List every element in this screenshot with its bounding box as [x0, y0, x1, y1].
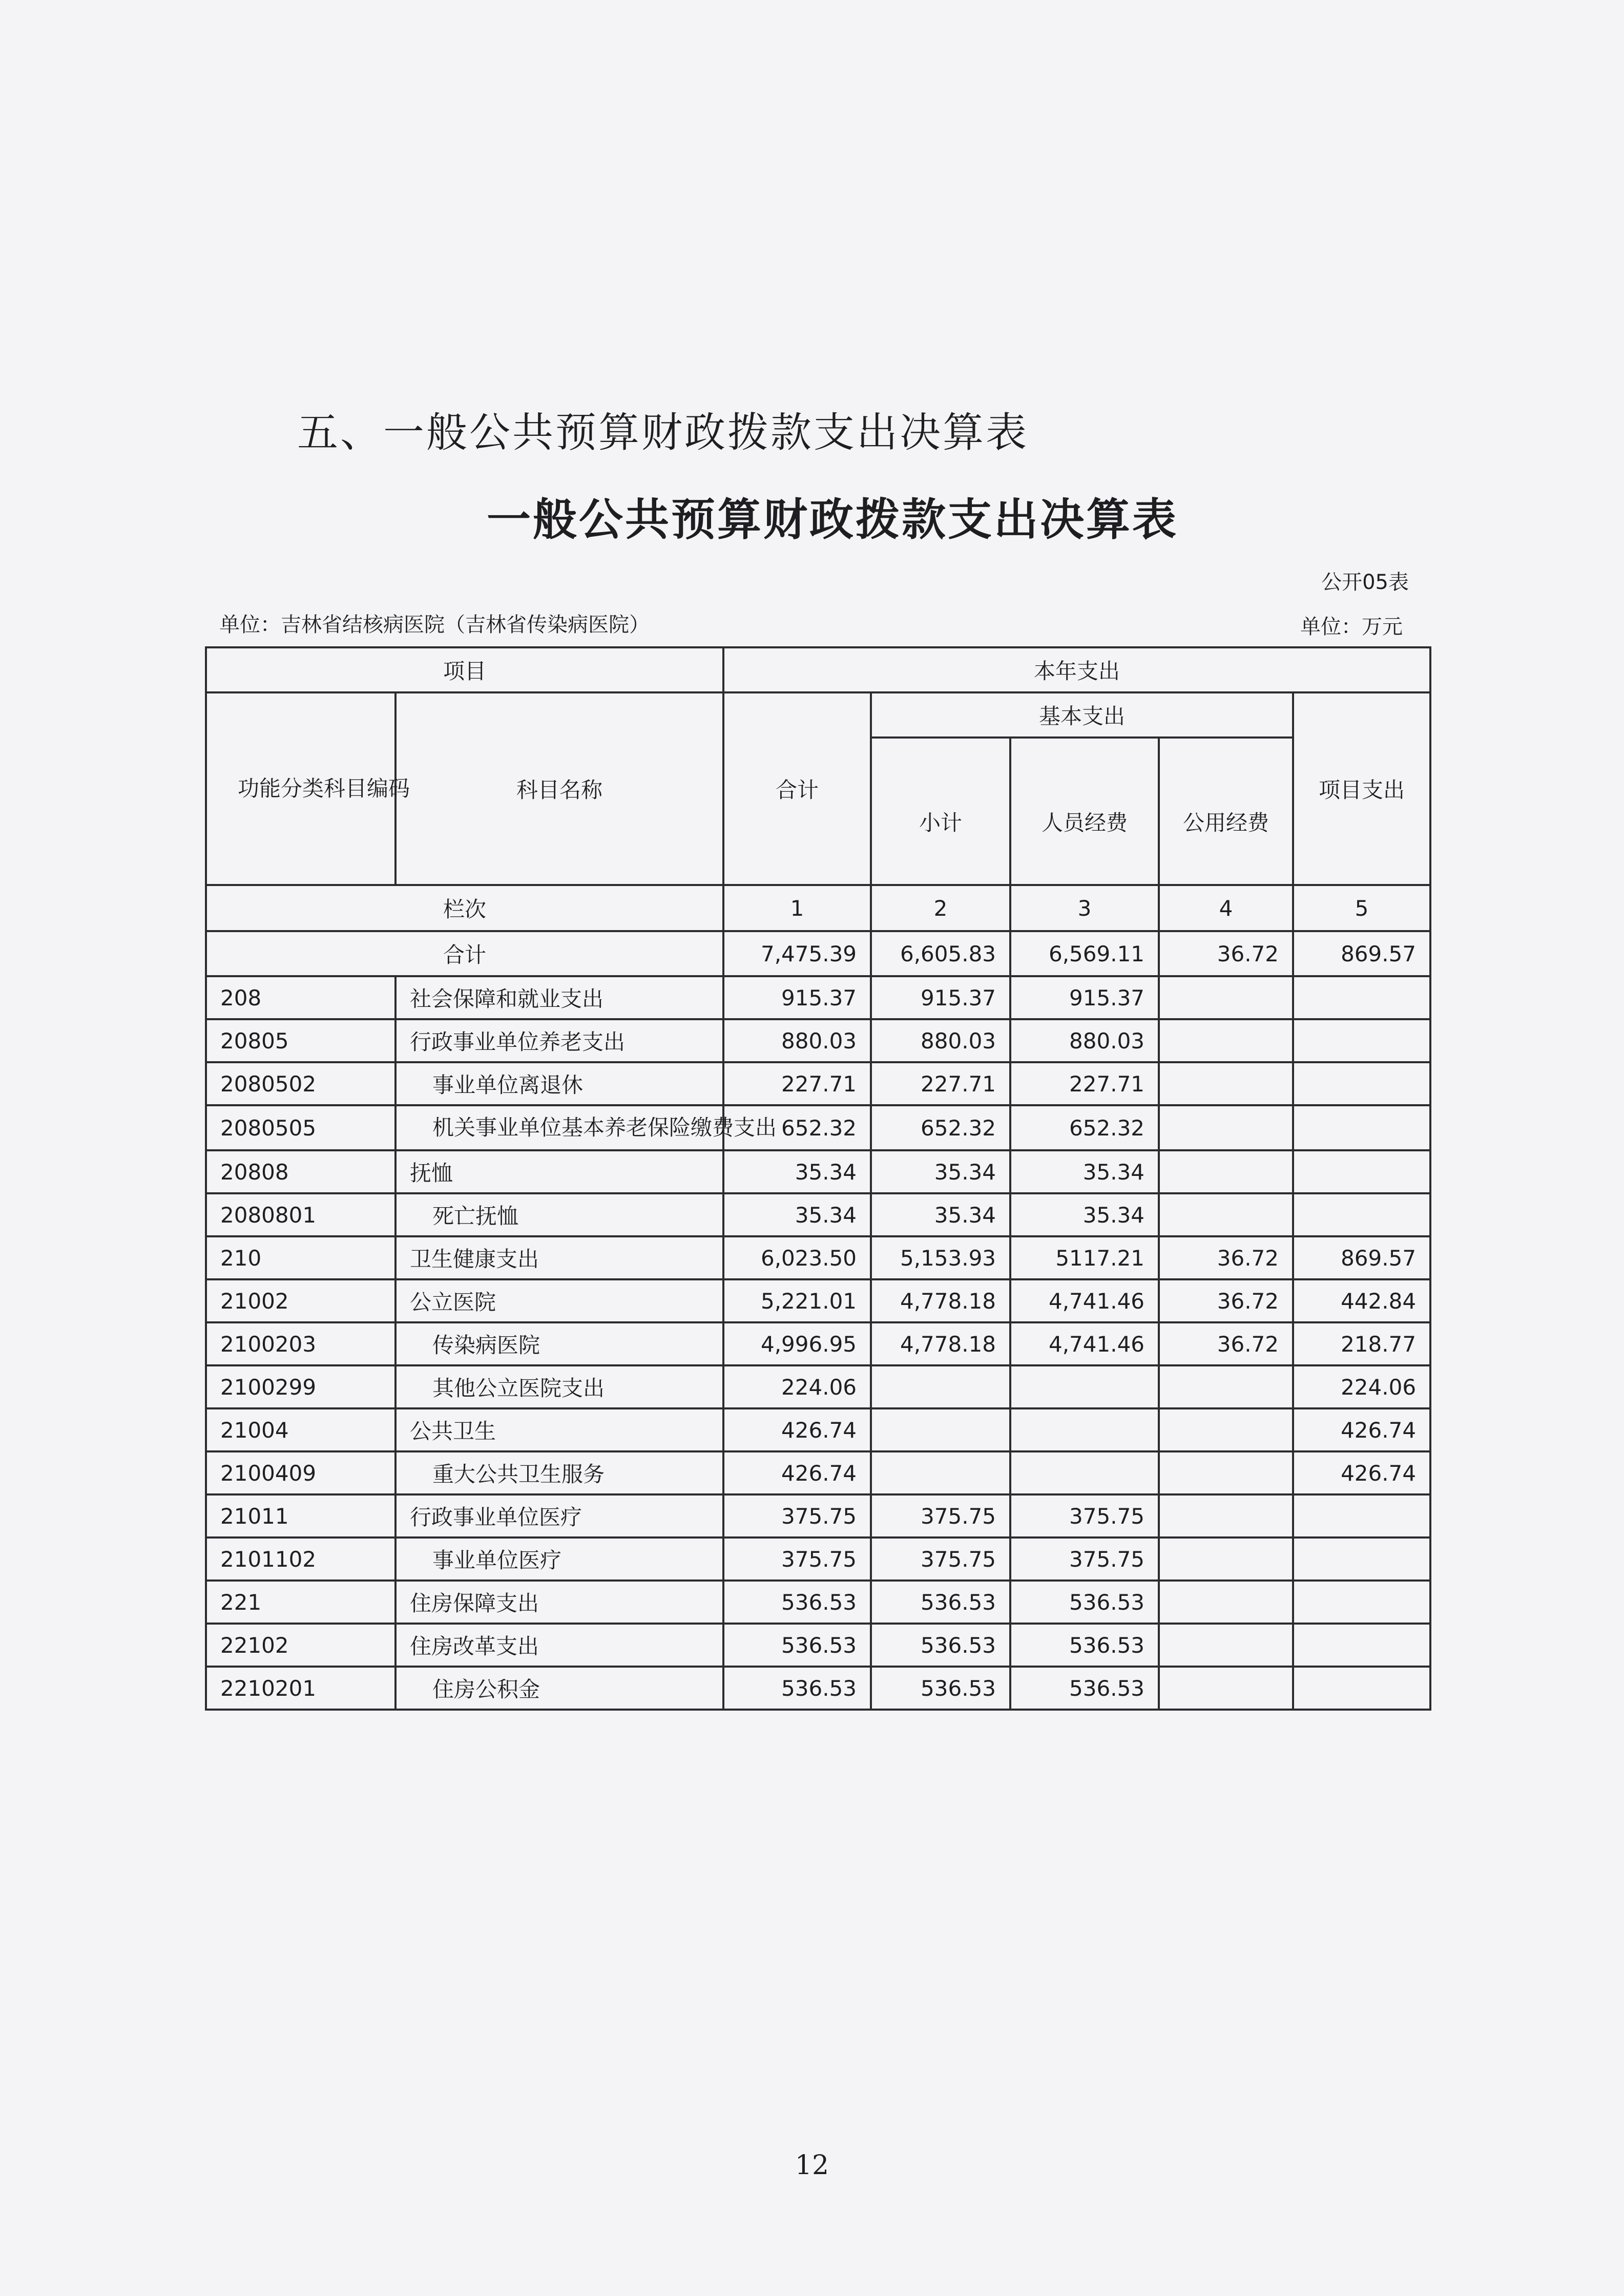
row-public: 36.72	[1159, 1322, 1293, 1365]
row-name: 抚恤	[395, 1150, 723, 1193]
row-total: 35.34	[723, 1193, 871, 1236]
row-project: 442.84	[1293, 1279, 1430, 1322]
row-personnel	[1010, 1365, 1159, 1408]
row-public	[1159, 1624, 1293, 1667]
row-code: 21004	[206, 1408, 395, 1451]
row-code: 2101102	[206, 1537, 395, 1581]
row-project: 218.77	[1293, 1322, 1430, 1365]
row-name: 卫生健康支出	[395, 1236, 723, 1279]
row-public	[1159, 1365, 1293, 1408]
row-public	[1159, 1193, 1293, 1236]
row-personnel: 5117.21	[1010, 1236, 1159, 1279]
table-row	[206, 1667, 1430, 1710]
row-code: 21002	[206, 1279, 395, 1322]
row-name: 公共卫生	[395, 1408, 723, 1451]
row-name: 住房改革支出	[395, 1624, 723, 1667]
row-total: 426.74	[723, 1451, 871, 1494]
row-personnel: 375.75	[1010, 1494, 1159, 1537]
row-total: 227.71	[723, 1062, 871, 1105]
header-public: 公用经费	[1159, 738, 1293, 885]
row-code: 21011	[206, 1494, 395, 1537]
row-name: 死亡抚恤	[395, 1193, 723, 1236]
row-project	[1293, 1624, 1430, 1667]
row-personnel: 652.32	[1010, 1105, 1159, 1150]
row-total: 5,221.01	[723, 1279, 871, 1322]
row-project: 869.57	[1293, 1236, 1430, 1279]
table-title: 一般公共预算财政拨款支出决算表	[487, 494, 1178, 545]
total-project: 869.57	[1293, 931, 1430, 976]
row-subtotal: 652.32	[871, 1105, 1010, 1150]
row-personnel: 35.34	[1010, 1150, 1159, 1193]
row-project	[1293, 1105, 1430, 1150]
row-personnel: 4,741.46	[1010, 1322, 1159, 1365]
row-project	[1293, 976, 1430, 1019]
row-subtotal	[871, 1408, 1010, 1451]
row-project	[1293, 1667, 1430, 1710]
row-public	[1159, 976, 1293, 1019]
section-heading: 五、一般公共预算财政拨款支出决算表	[297, 409, 1029, 456]
row-subtotal: 227.71	[871, 1062, 1010, 1105]
total-amount: 7,475.39	[723, 931, 871, 976]
row-subtotal: 4,778.18	[871, 1322, 1010, 1365]
row-code: 221	[206, 1581, 395, 1624]
table-row	[206, 1019, 1430, 1062]
col-4: 4	[1159, 885, 1293, 931]
row-code: 2080502	[206, 1062, 395, 1105]
header-project-exp: 项目支出	[1293, 692, 1430, 885]
row-subtotal: 536.53	[871, 1667, 1010, 1710]
row-subtotal: 35.34	[871, 1150, 1010, 1193]
row-name: 其他公立医院支出	[395, 1365, 723, 1408]
row-public	[1159, 1581, 1293, 1624]
row-public	[1159, 1150, 1293, 1193]
row-name: 社会保障和就业支出	[395, 976, 723, 1019]
table-row	[206, 1494, 1430, 1537]
row-name: 行政事业单位养老支出	[395, 1019, 723, 1062]
total-row	[206, 931, 1430, 976]
row-code: 22102	[206, 1624, 395, 1667]
row-name: 住房保障支出	[395, 1581, 723, 1624]
table-row	[206, 1451, 1430, 1494]
col-5: 5	[1293, 885, 1430, 931]
table-row	[206, 1408, 1430, 1451]
header-subtotal: 小计	[871, 738, 1010, 885]
row-total: 375.75	[723, 1537, 871, 1581]
row-personnel: 880.03	[1010, 1019, 1159, 1062]
row-personnel: 35.34	[1010, 1193, 1159, 1236]
row-project	[1293, 1494, 1430, 1537]
row-public	[1159, 1062, 1293, 1105]
row-code: 20805	[206, 1019, 395, 1062]
header-name: 科目名称	[395, 692, 723, 885]
row-code: 2080801	[206, 1193, 395, 1236]
row-total: 4,996.95	[723, 1322, 871, 1365]
row-personnel	[1010, 1408, 1159, 1451]
header-total: 合计	[723, 692, 871, 885]
row-public	[1159, 1408, 1293, 1451]
row-code: 210	[206, 1236, 395, 1279]
row-total: 536.53	[723, 1667, 871, 1710]
col-1: 1	[723, 885, 871, 931]
row-subtotal: 5,153.93	[871, 1236, 1010, 1279]
table-row	[206, 1193, 1430, 1236]
row-total: 375.75	[723, 1494, 871, 1537]
row-code: 2100203	[206, 1322, 395, 1365]
row-subtotal: 915.37	[871, 976, 1010, 1019]
row-code: 2080505	[206, 1105, 395, 1150]
form-number: 公开05表	[1321, 571, 1409, 594]
row-total: 880.03	[723, 1019, 871, 1062]
row-personnel	[1010, 1451, 1159, 1494]
row-name: 重大公共卫生服务	[395, 1451, 723, 1494]
page-number: 12	[795, 2150, 829, 2181]
header-row-1	[206, 647, 1430, 692]
row-name: 机关事业单位基本养老保险缴费支出	[395, 1105, 723, 1150]
row-project	[1293, 1193, 1430, 1236]
table-row	[206, 1105, 1430, 1150]
row-public	[1159, 1494, 1293, 1537]
row-subtotal	[871, 1365, 1010, 1408]
header-personnel: 人员经费	[1010, 738, 1159, 885]
table-row	[206, 1062, 1430, 1105]
row-personnel: 375.75	[1010, 1537, 1159, 1581]
table-row	[206, 976, 1430, 1019]
table-row	[206, 1537, 1430, 1581]
row-code: 2100409	[206, 1451, 395, 1494]
row-total: 426.74	[723, 1408, 871, 1451]
row-public	[1159, 1019, 1293, 1062]
row-public: 36.72	[1159, 1279, 1293, 1322]
header-project: 项目	[206, 647, 723, 692]
row-personnel: 4,741.46	[1010, 1279, 1159, 1322]
row-name: 行政事业单位医疗	[395, 1494, 723, 1537]
currency-unit: 单位：万元	[1300, 615, 1403, 639]
table-row	[206, 1322, 1430, 1365]
row-code: 2100299	[206, 1365, 395, 1408]
row-public	[1159, 1451, 1293, 1494]
row-code: 208	[206, 976, 395, 1019]
row-name: 传染病医院	[395, 1322, 723, 1365]
column-index-label: 栏次	[206, 885, 723, 931]
total-personnel: 6,569.11	[1010, 931, 1159, 976]
row-subtotal: 375.75	[871, 1537, 1010, 1581]
row-personnel: 536.53	[1010, 1667, 1159, 1710]
row-total: 915.37	[723, 976, 871, 1019]
row-total: 6,023.50	[723, 1236, 871, 1279]
row-project: 224.06	[1293, 1365, 1430, 1408]
table-row	[206, 1581, 1430, 1624]
row-personnel: 536.53	[1010, 1581, 1159, 1624]
header-current-year: 本年支出	[723, 647, 1430, 692]
row-project	[1293, 1537, 1430, 1581]
row-name: 事业单位医疗	[395, 1537, 723, 1581]
row-public	[1159, 1667, 1293, 1710]
total-subtotal: 6,605.83	[871, 931, 1010, 976]
row-subtotal: 375.75	[871, 1494, 1010, 1537]
row-total: 224.06	[723, 1365, 871, 1408]
row-subtotal: 35.34	[871, 1193, 1010, 1236]
row-subtotal: 4,778.18	[871, 1279, 1010, 1322]
row-project: 426.74	[1293, 1408, 1430, 1451]
total-label: 合计	[206, 931, 723, 976]
row-personnel: 536.53	[1010, 1624, 1159, 1667]
row-subtotal	[871, 1451, 1010, 1494]
table-row	[206, 1279, 1430, 1322]
col-2: 2	[871, 885, 1010, 931]
reporting-unit: 单位：吉林省结核病医院（吉林省传染病医院）	[219, 613, 650, 637]
row-public	[1159, 1105, 1293, 1150]
total-public: 36.72	[1159, 931, 1293, 976]
row-subtotal: 536.53	[871, 1624, 1010, 1667]
row-total: 35.34	[723, 1150, 871, 1193]
header-code: 功能分类科目编码	[206, 692, 395, 885]
col-3: 3	[1010, 885, 1159, 931]
column-index-row	[206, 885, 1430, 931]
row-name: 事业单位离退休	[395, 1062, 723, 1105]
table-row	[206, 1236, 1430, 1279]
row-personnel: 915.37	[1010, 976, 1159, 1019]
table-row	[206, 1365, 1430, 1408]
row-public: 36.72	[1159, 1236, 1293, 1279]
table-row	[206, 1624, 1430, 1667]
row-personnel: 227.71	[1010, 1062, 1159, 1105]
row-name: 住房公积金	[395, 1667, 723, 1710]
header-row-2	[206, 692, 1430, 738]
row-total: 536.53	[723, 1581, 871, 1624]
row-code: 20808	[206, 1150, 395, 1193]
row-public	[1159, 1537, 1293, 1581]
row-code: 2210201	[206, 1667, 395, 1710]
row-project: 426.74	[1293, 1451, 1430, 1494]
row-name: 公立医院	[395, 1279, 723, 1322]
row-project	[1293, 1062, 1430, 1105]
header-basic: 基本支出	[871, 692, 1293, 738]
row-total: 652.32	[723, 1105, 871, 1150]
row-project	[1293, 1150, 1430, 1193]
table-row	[206, 1150, 1430, 1193]
expenditure-table	[205, 646, 1431, 1711]
row-subtotal: 880.03	[871, 1019, 1010, 1062]
row-total: 536.53	[723, 1624, 871, 1667]
row-project	[1293, 1581, 1430, 1624]
row-subtotal: 536.53	[871, 1581, 1010, 1624]
row-project	[1293, 1019, 1430, 1062]
